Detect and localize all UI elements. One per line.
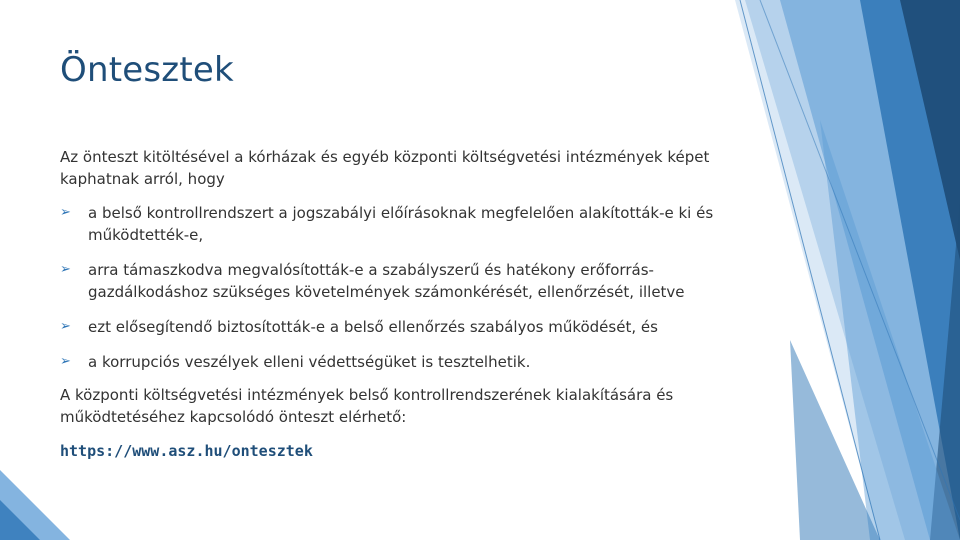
arrowhead-bullet-icon: ➢	[60, 205, 71, 220]
closing-paragraph: A központi költségvetési intézmények belső kontrollrendszerének kialakítására és működtetéséhez kapcsolódó önteszt elérhető:	[60, 386, 674, 426]
ontesztek-link[interactable]: https://www.asz.hu/ontesztek	[60, 442, 313, 460]
intro-paragraph: Az önteszt kitöltésével a kórházak és egyéb központi költségvetési intézmények képet kaphatnak arról, hogy	[60, 148, 710, 188]
bullet-text: ezt elősegítendő biztosították-e a belső ellenőrzés szabályos működését, és	[88, 318, 658, 336]
arrowhead-bullet-icon: ➢	[60, 319, 71, 334]
slide-body	[60, 146, 740, 462]
arrowhead-bullet-icon: ➢	[60, 262, 71, 277]
bullet-list	[60, 202, 740, 373]
bullet-item	[60, 316, 740, 338]
arrowhead-bullet-icon: ➢	[60, 354, 71, 369]
bullet-text: a belső kontrollrendszert a jogszabályi előírásoknak megfelelően alakították-e ki és működtették-e,	[88, 204, 714, 244]
bullet-item	[60, 202, 740, 246]
bullet-item	[60, 351, 740, 373]
slide-title: Öntesztek	[60, 50, 234, 90]
bullet-item	[60, 259, 740, 303]
bullet-text: arra támaszkodva megvalósították-e a szabályszerű és hatékony erőforrás-gazdálkodáshoz szükséges követelmények számonkérését, ellenőrzését, illetve	[88, 261, 685, 301]
bullet-text: a korrupciós veszélyek elleni védettségüket is tesztelhetik.	[88, 353, 531, 371]
